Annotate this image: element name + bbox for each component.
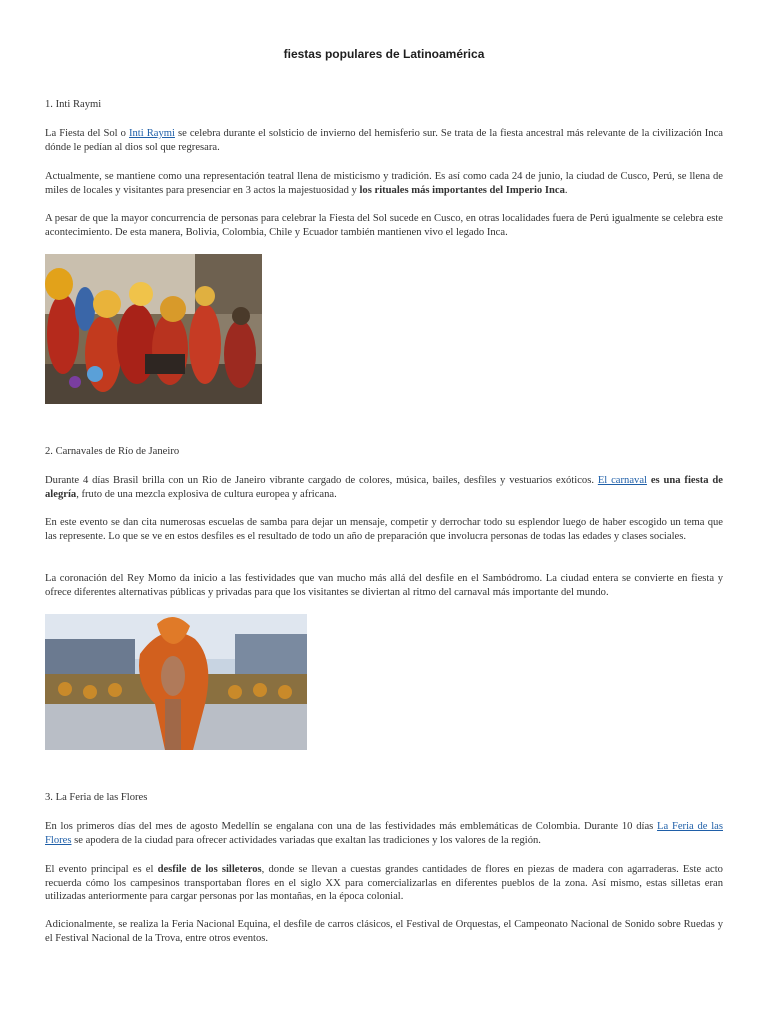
paragraph: La coronación del Rey Momo da inicio a las festividades que van mucho más allá del desfile en el Sambódromo. La ciudad entera se convierte en fiesta y ofrece diferentes alternativas públicas y privadas para que los visitantes se diviertan al ritmo del carnaval más importante del mundo. (45, 573, 723, 598)
inti-raymi-link[interactable]: Inti Raymi (128, 128, 175, 139)
paragraph: En los primeros días del mes de agosto Medellín se engalana con una de las festividades más emblemáticas de Colombia. Durante 10 días La Feria de las Flores se apodera de la ciudad para ofrecer actividades variadas que exaltan las tradiciones y los valores de la región. (45, 821, 723, 846)
paragraph: Durante 4 días Brasil brilla con un Rio de Janeiro vibrante cargado de colores, música, bailes, desfiles y vestuarios exóticos. El carnaval es una fiesta de alegría, fruto de una mezcla explosiva de cultura europea y africana. (45, 475, 723, 500)
paragraph: A pesar de que la mayor concurrencia de personas para celebrar la Fiesta del Sol sucede en Cusco, en otras localidades fuera de Perú igualmente se celebra este acontecimiento. De esta manera, Bolivia, Colombia, Chile y Ecuador también mantienen vivo el legado Inca. (45, 213, 723, 238)
el-carnaval-link[interactable]: El carnaval (597, 475, 647, 486)
paragraph: La Fiesta del Sol o Inti Raymi se celebra durante el solsticio de invierno del hemisferio sur. Se trata de la fiesta ancestral más relevante de la civilización Inca dónde le pedían al dios sol que regresara. (45, 128, 724, 153)
feria-de-las-flores-link[interactable]: La Feria de las Flores (45, 821, 723, 846)
paragraph: El evento principal es el desfile de los silleteros, donde se llevan a cuestas grandes cantidades de flores en piezas de madera con agarraderas. Este acto recuerda cómo los campesinos transportaban flores en el siglo XX para comercializarlas en diferentes pueblos de la zona. Así mismo, estas silletas eran utilizadas anteriormente para cargar personas por las montañas, en la época colonial. (45, 864, 723, 903)
carnaval-photo (45, 614, 307, 750)
section-heading-inti-raymi: 1. Inti Raymi (45, 99, 102, 110)
inti-raymi-photo (45, 254, 262, 404)
paragraph: Actualmente, se mantiene como una representación teatral llena de misticismo y tradición. Es así como cada 24 de junio, la ciudad de Cusco, Perú, se llena de miles de locales y visitantes para presenciar en 3 actos la majestuosidad y los rituales más importantes del Imperio Inca. (45, 171, 723, 196)
paragraph: Adicionalmente, se realiza la Feria Nacional Equina, el desfile de carros clásicos, el Festival de Orquestas, el Campeonato Nacional de Sonido sobre Ruedas y el Festival Nacional de la Trova, entre otros eventos. (45, 919, 723, 944)
section-heading-feria-flores: 3. La Feria de las Flores (45, 792, 148, 803)
page-title: fiestas populares de Latinoamérica (283, 47, 485, 61)
section-heading-carnaval: 2. Carnavales de Río de Janeiro (45, 446, 180, 457)
paragraph: En este evento se dan cita numerosas escuelas de samba para dejar un mensaje, competir y derrochar todo su esplendor luego de haber escogido un tema que las represente. Lo que se ve en estos desfiles es el resultado de todo un año de preparación que involucra personas de todas las edades y clases sociales. (45, 517, 723, 542)
